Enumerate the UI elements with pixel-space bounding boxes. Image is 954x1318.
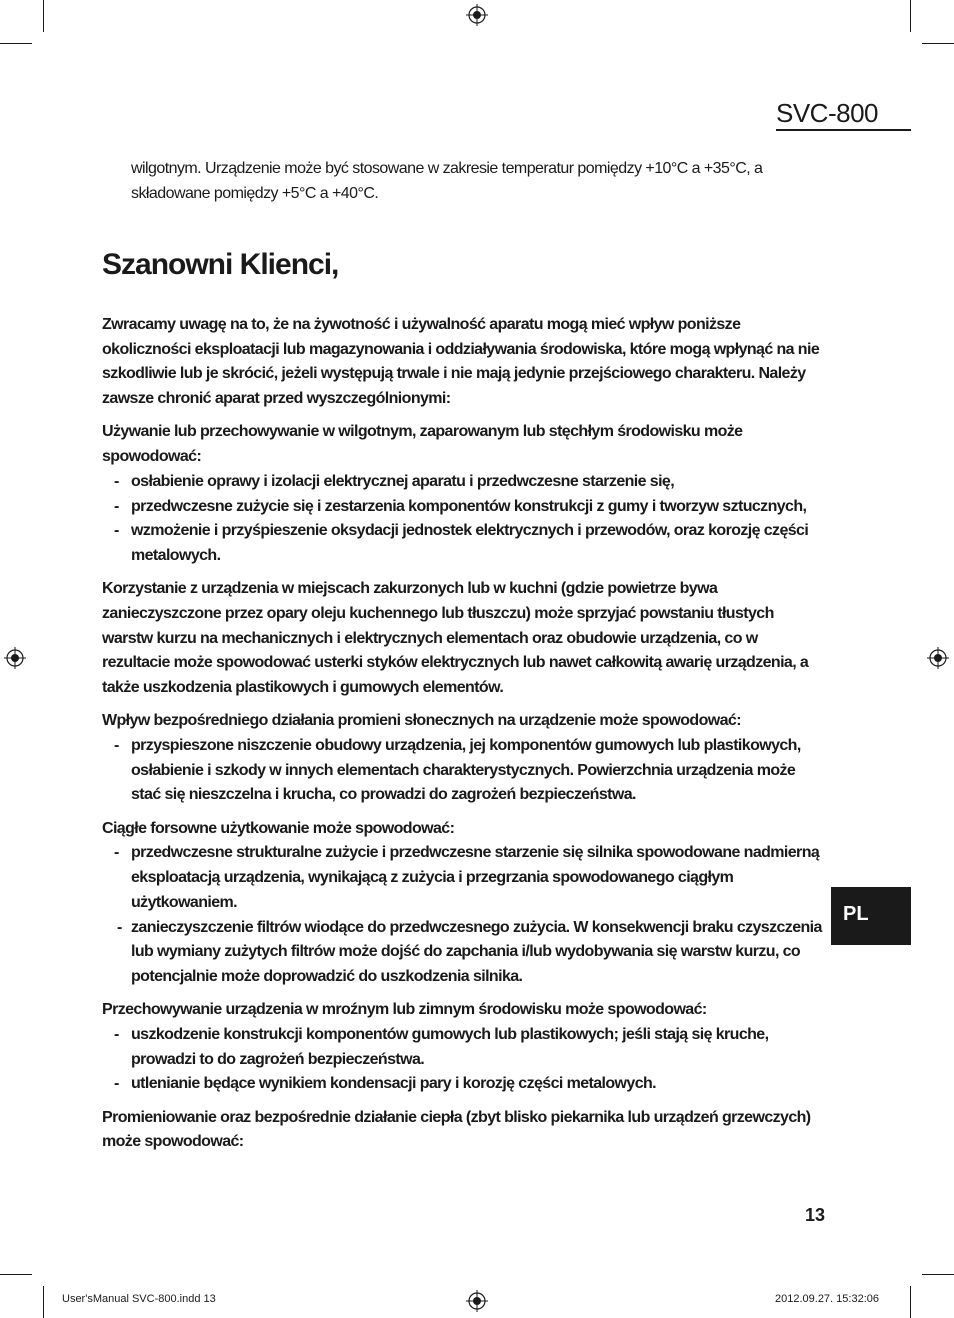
bullet-list — [102, 841, 826, 989]
bullet-list — [102, 1023, 826, 1097]
crop-mark — [922, 1274, 954, 1275]
list-item-text: osłabienie oprawy i izolacji elektrycznej aparatu i przedwczesne starzenie się, — [131, 472, 675, 490]
crop-mark — [43, 0, 44, 32]
crop-mark — [910, 0, 911, 32]
registration-mark-icon — [466, 4, 488, 26]
language-tab-label: PL — [843, 903, 869, 925]
paragraph: Przechowywanie urządzenia w mroźnym lub zimnym środowisku może spowodować: — [102, 1001, 707, 1019]
list-item — [102, 470, 826, 495]
dash-bullet: - — [114, 737, 119, 755]
registration-mark-icon — [4, 647, 26, 669]
list-item — [102, 1023, 826, 1072]
bullet-list — [102, 470, 826, 569]
page-title: Szanowni Klienci, — [102, 248, 339, 281]
list-item — [102, 734, 826, 808]
crop-mark — [43, 1286, 44, 1318]
list-item — [102, 916, 826, 990]
list-item-text: przedwczesne zużycie się i zestarzenia komponentów konstrukcji z gumy i tworzyw sztucznych, — [131, 497, 807, 515]
paragraph: Zwracamy uwagę na to, że na żywotność i używalność aparatu mogą mieć wpływ poniższe okoliczności eksploatacji lub magazynowania i oddziaływania środowiska, które mogą wpłynąć na nie szkodliwie lub je skrócić, jeżeli występują trwale i nie mają jedynie przejściowego charakteru. Należy zawsze chronić aparat przed wyszczególnionymi: — [102, 316, 820, 408]
list-item — [102, 495, 826, 520]
dash-bullet: - — [114, 497, 119, 515]
header-rule — [776, 129, 911, 131]
crop-mark — [922, 43, 954, 44]
dash-bullet: - — [114, 1025, 119, 1043]
crop-mark — [910, 1286, 911, 1318]
registration-mark-icon — [466, 1290, 488, 1312]
list-item-text: przyspieszone niszczenie obudowy urządzenia, jej komponentów gumowych lub plastikowych, osłabienie i szkody w innych elementach charakterystycznych. Powierzchnia urządzenia może stać się nieszczelna i krucha, co prowadzi do zagrożeń bezpieczeństwa. — [131, 737, 801, 804]
intro-text: wilgotnym. Urządzenie może być stosowane w zakresie temperatur pomiędzy +10°C a +35°C, a składowane pomiędzy +5°C a +40°C. — [131, 160, 763, 202]
list-item — [102, 519, 826, 568]
intro-block — [102, 157, 826, 206]
body-text — [102, 313, 826, 1164]
dash-bullet: - — [114, 844, 119, 862]
page-number: 13 — [805, 1205, 826, 1225]
list-item — [102, 1072, 826, 1097]
paragraph: Korzystanie z urządzenia w miejscach zakurzonych lub w kuchni (gdzie powietrze bywa zanieczyszczone przez opary oleju kuchennego lub tłuszczu) może sprzyjać powstaniu tłustych warstw kurzu na mechanicznych i elektrycznych elementach oraz obudowie urządzenia, co w rezultacie może spowodować usterki styków elektrycznych lub nawet całkowitą awarię urządzenia, a także uszkodzenia plastikowych i gumowych elementów. — [102, 580, 809, 697]
dash-bullet: - — [117, 918, 122, 936]
dash-bullet: - — [114, 522, 119, 540]
list-item — [102, 841, 826, 915]
paragraph: Ciągłe forsowne użytkowanie może spowodować: — [102, 819, 455, 837]
bullet-list — [102, 734, 826, 808]
paragraph: Używanie lub przechowywanie w wilgotnym, zaparowanym lub stęchłym środowisku może spowodować: — [102, 423, 743, 466]
slug-timestamp: 2012.09.27. 15:32:06 — [775, 1293, 879, 1305]
list-item-text: utlenianie będące wynikiem kondensacji pary i korozję części metalowych. — [131, 1075, 657, 1093]
dash-bullet: - — [114, 472, 119, 490]
list-item-text: wzmożenie i przyśpieszenie oksydacji jednostek elektrycznych i przewodów, oraz korozję części metalowych. — [131, 522, 809, 564]
crop-mark — [0, 1274, 32, 1275]
registration-mark-icon — [927, 647, 949, 669]
list-item-text: uszkodzenie konstrukcji komponentów gumowych lub plastikowych; jeśli stają się kruche, prowadzi to do zagrożeń bezpieczeństwa. — [131, 1025, 769, 1068]
language-tab — [831, 887, 911, 945]
crop-mark — [0, 43, 32, 44]
model-name: SVC-800 — [776, 98, 878, 128]
paragraph: Promieniowanie oraz bezpośrednie działanie ciepła (zbyt blisko piekarnika lub urządzeń grzewczych) może spowodować: — [102, 1108, 811, 1151]
paragraph: Wpływ bezpośredniego działania promieni słonecznych na urządzenie może spowodować: — [102, 712, 741, 730]
list-item-text: zanieczyszczenie filtrów wiodące do przedwczesnego zużycia. W konsekwencji braku czyszczenia lub wymiany zużytych filtrów może dojść do zapchania i/lub wydobywania się warstw kurzu, co potencjalnie może doprowadzić do uszkodzenia silnika. — [131, 918, 822, 985]
slug-filename: User'sManual SVC-800.indd 13 — [62, 1293, 216, 1305]
list-item-text: przedwczesne strukturalne zużycie i przedwczesne starzenie się silnika spowodowane nadmierną eksploatacją urządzenia, wynikającą z zużycia i przegrzania spowodowanego ciągłym użytkowaniem. — [131, 844, 820, 911]
dash-bullet: - — [114, 1075, 119, 1093]
